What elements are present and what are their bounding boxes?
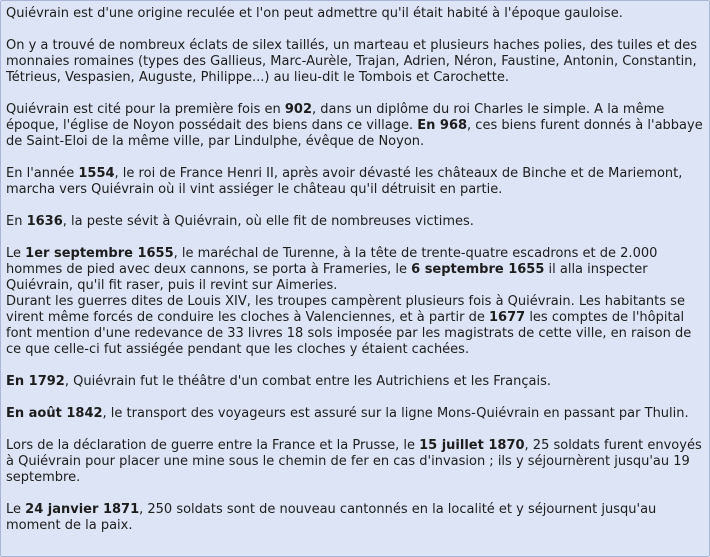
paragraph-p4 [6,166,703,198]
text-segment: , 25 soldats furent envoyés à Quiévrain pour placer une mine sous le chemin de fer en cas d'invasion ; ils y séjournèrent jusqu'au 19 septembre. [6,438,702,485]
paragraph-p7 [6,294,703,358]
text-segment: Quiévrain est cité pour la première fois en [6,102,285,117]
text-segment: Lors de la déclaration de guerre entre la France et la Prusse, le [6,438,420,453]
date-highlight: 1677 [489,310,526,325]
paragraph-p11 [6,502,703,534]
text-segment: Quiévrain est d'une origine reculée et l'on peut admettre qu'il était habité à l'époque gauloise. [6,6,623,21]
date-highlight: 6 septembre 1655 [411,262,545,277]
text-segment: Durant les guerres dites de Louis XIV, les troupes campèrent plusieurs fois à Quiévrain. Les habitants se virent même forcés de conduire les cloches à Valenciennes, et à partir de [6,294,685,325]
text-segment: Le [6,502,26,517]
date-highlight: 902 [284,102,313,117]
paragraph-p6 [6,246,703,294]
text-segment: , dans un diplôme du roi Charles le simple. A la même époque, l'église de Noyon possédait des biens dans ce village. [6,102,665,133]
paragraph-p8 [6,374,703,390]
date-highlight: En 968 [417,118,468,133]
paragraph-p5 [6,214,703,230]
date-highlight: En 1792 [6,374,65,389]
paragraph-p3 [6,102,703,150]
history-text [1,1,709,534]
text-segment: , 250 soldats sont de nouveau cantonnés en la localité et y séjournent jusqu'au moment de la paix. [6,502,657,533]
text-segment: En l'année [6,166,79,181]
date-highlight: 15 juillet 1870 [419,438,525,453]
date-highlight: 24 janvier 1871 [25,502,140,517]
paragraph-p2 [6,38,703,86]
date-highlight: 1554 [78,166,115,181]
text-segment: Le [6,246,26,261]
text-segment: , le roi de France Henri II, après avoir dévasté les châteaux de Binche et de Mariemont, marcha vers Quiévrain où il vint assiéger le château qu'il détruisit en partie. [6,166,683,197]
text-segment: , Quiévrain fut le théâtre d'un combat entre les Autrichiens et les Français. [64,374,552,389]
paragraph-p9 [6,406,703,422]
date-highlight: En août 1842 [6,406,103,421]
text-segment: En [6,214,27,229]
text-segment: les comptes de l'hôpital font mention d'une redevance de 33 livres 18 sols imposée par les magistrats de cette ville, en raison de ce que celle-ci fut assiégée pendant que les cloches y étaient cachées. [6,310,692,357]
paragraph-p10 [6,438,703,486]
date-highlight: 1er septembre 1655 [25,246,174,261]
text-segment: , la peste sévit à Quiévrain, où elle fit de nombreuses victimes. [62,214,474,229]
date-highlight: 1636 [26,214,63,229]
text-segment: , le transport des voyageurs est assuré sur la ligne Mons-Quiévrain en passant par Thulin. [102,406,689,421]
text-segment: On y a trouvé de nombreux éclats de silex taillés, un marteau et plusieurs haches polies, des tuiles et des monnaies romaines (types des Gallieus, Marc-Aurèle, Trajan, Adrien, Néron, Faustine, Antonin, Constantin, Tétrieus, Vespasien, Auguste, Philippe...) au lieu-dit le Tombois et Carochette. [6,38,697,85]
text-segment: il alla inspecter Quiévrain, qu'il fit raser, puis il revint sur Aimeries. [6,262,648,293]
text-segment: , le maréchal de Turenne, à la tête de trente-quatre escadrons et de 2.000 hommes de pied avec deux cannons, se porta à Frameries, le [6,246,658,277]
paragraph-p1 [6,6,703,22]
text-segment: , ces biens furent donnés à l'abbaye de Saint-Eloi de la même ville, par Lindulphe, évêque de Noyon. [6,118,703,149]
